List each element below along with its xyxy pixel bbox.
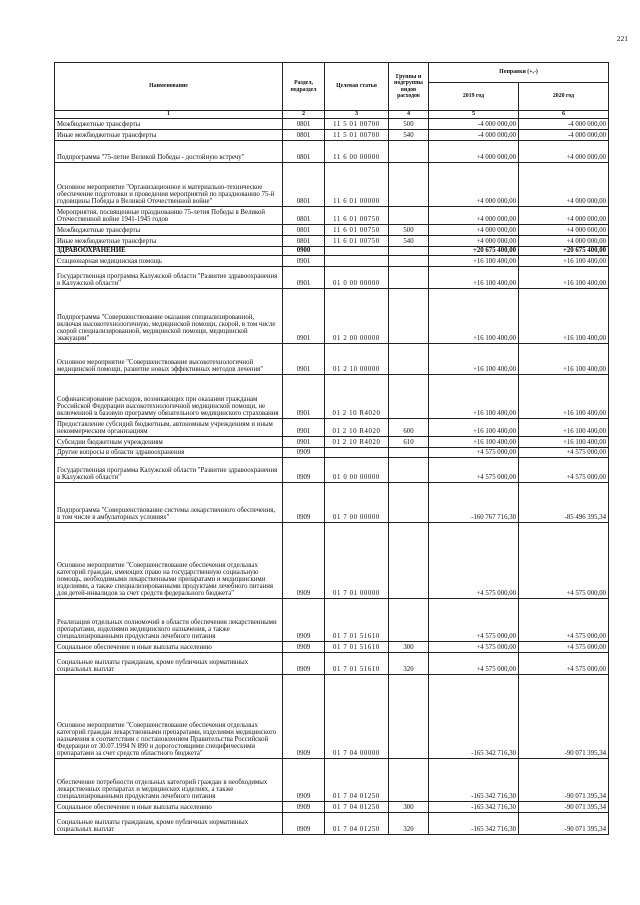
row-amount-2019: -165 342 716,30 (429, 801, 519, 812)
row-article: 01 7 04 01250 (325, 758, 389, 801)
row-amount-2020: -90 071 395,34 (519, 758, 609, 801)
row-article: 01 0 00 00000 (325, 457, 389, 482)
row-amount-2019: +16 100 400,00 (429, 374, 519, 418)
row-amount-2020: +4 575 000,00 (519, 598, 609, 641)
row-article: 01 7 01 51610 (325, 641, 389, 652)
budget-amendments-table (54, 62, 609, 835)
row-article (325, 255, 389, 266)
row-name: Софинансирование расходов, возникающих при оказании гражданам Российской Федерации высокотехнологичной медицинской помощи, не включенной в базовую программу обязательного медицинского страхования (55, 374, 283, 418)
row-amount-2020: +4 000 000,00 (519, 206, 609, 224)
row-amount-2019: +4 575 000,00 (429, 652, 519, 674)
row-amount-2020: +4 575 000,00 (519, 447, 609, 457)
row-amount-2019: -165 342 716,30 (429, 758, 519, 801)
header-section: Раздел, подраздел (283, 63, 325, 111)
row-group (389, 255, 429, 266)
row-article: 01 7 01 51610 (325, 652, 389, 674)
table-row (55, 266, 609, 288)
row-group (389, 266, 429, 288)
row-amount-2019: +4 575 000,00 (429, 522, 519, 598)
row-group (389, 598, 429, 641)
row-article: 11 6 01 00750 (325, 224, 389, 235)
row-amount-2019: -4 000 000,00 (429, 129, 519, 140)
table-row (55, 758, 609, 801)
table-row (55, 374, 609, 418)
header-year-2019: 2019 год (429, 83, 519, 111)
row-amount-2020: -4 000 000,00 (519, 129, 609, 140)
table-row (55, 641, 609, 652)
row-group (389, 522, 429, 598)
row-group (389, 162, 429, 206)
row-section: 0909 (283, 457, 325, 482)
table-row (55, 235, 609, 246)
row-article: 01 7 04 01250 (325, 801, 389, 812)
row-name: Социальное обеспечение и иные выплаты населению (55, 801, 283, 812)
row-section: 0801 (283, 162, 325, 206)
row-section: 0901 (283, 266, 325, 288)
row-amount-2020: +16 100 400,00 (519, 288, 609, 343)
row-amount-2020: -90 071 395,34 (519, 812, 609, 834)
row-group: 500 (389, 224, 429, 235)
row-amount-2019: -160 767 716,30 (429, 482, 519, 522)
row-group: 320 (389, 812, 429, 834)
table-body (55, 118, 609, 834)
column-number: 3 (325, 111, 389, 119)
row-section: 0901 (283, 288, 325, 343)
header-name: Наименование (55, 63, 283, 111)
row-amount-2019: +16 100 400,00 (429, 288, 519, 343)
header-amendments: Поправки (+,-) (429, 63, 609, 83)
table-row (55, 343, 609, 374)
row-name: Стационарная медицинская помощь (55, 255, 283, 266)
row-amount-2020: +4 575 000,00 (519, 522, 609, 598)
row-name: Реализация отдельных полномочий в области обеспечения лекарственными препаратами, изделиями медицинского назначения, а также специализированными продуктами лечебного питания (55, 598, 283, 641)
table-row (55, 246, 609, 255)
row-amount-2020: -90 071 395,34 (519, 801, 609, 812)
row-amount-2020: +4 575 000,00 (519, 652, 609, 674)
table-row (55, 255, 609, 266)
row-name: Межбюджетные трансферты (55, 224, 283, 235)
row-group: 500 (389, 118, 429, 129)
row-article: 01 2 10 R4020 (325, 436, 389, 447)
table-row (55, 598, 609, 641)
table-row (55, 140, 609, 162)
row-amount-2020: -90 071 395,34 (519, 674, 609, 758)
row-amount-2020: +4 575 000,00 (519, 641, 609, 652)
row-group: 300 (389, 641, 429, 652)
row-article: 01 2 10 R4020 (325, 418, 389, 436)
row-section: 0909 (283, 482, 325, 522)
row-name: ЗДРАВООХРАНЕНИЕ (55, 246, 283, 255)
row-section: 0901 (283, 436, 325, 447)
row-amount-2019: -165 342 716,30 (429, 812, 519, 834)
row-name: Основное мероприятие "Совершенствование обеспечения отдельных категорий граждан лекарственными препаратами, изделиями медицинского назначения в соответствии с постановлением Правительства Российской Федерации от 30.07.1994 N 890 и дорогостоящими специфическими препаратами за счет средств областного бюджета" (55, 674, 283, 758)
row-name: Государственная программа Калужской области "Развитие здравоохранения в Калужской области" (55, 266, 283, 288)
row-group: 610 (389, 436, 429, 447)
row-group: 300 (389, 801, 429, 812)
row-amount-2019: +4 000 000,00 (429, 162, 519, 206)
table-row (55, 674, 609, 758)
row-group (389, 758, 429, 801)
row-article: 11 5 01 00700 (325, 129, 389, 140)
row-article: 11 6 00 00000 (325, 140, 389, 162)
row-article: 01 2 10 R4020 (325, 374, 389, 418)
column-number: 1 (55, 111, 283, 119)
row-article: 01 7 01 00000 (325, 522, 389, 598)
row-group (389, 343, 429, 374)
row-group (389, 206, 429, 224)
row-name: Социальное обеспечение и иные выплаты населению (55, 641, 283, 652)
table-row (55, 288, 609, 343)
row-amount-2020: +4 575 000,00 (519, 457, 609, 482)
row-amount-2019: +4 000 000,00 (429, 224, 519, 235)
row-section: 0909 (283, 801, 325, 812)
table-row (55, 206, 609, 224)
row-amount-2019: +4 575 000,00 (429, 641, 519, 652)
row-group (389, 288, 429, 343)
row-article: 01 7 01 51610 (325, 598, 389, 641)
table-row (55, 118, 609, 129)
row-name: Социальные выплаты гражданам, кроме публичных нормативных социальных выплат (55, 652, 283, 674)
row-section: 0900 (283, 246, 325, 255)
row-group (389, 674, 429, 758)
row-article (325, 246, 389, 255)
row-section: 0801 (283, 129, 325, 140)
row-article: 01 7 04 00000 (325, 674, 389, 758)
row-section: 0801 (283, 235, 325, 246)
table-row (55, 652, 609, 674)
column-number: 2 (283, 111, 325, 119)
header-group: Группы и подгруппы видов расходов (389, 63, 429, 111)
row-section: 0909 (283, 652, 325, 674)
row-section: 0801 (283, 206, 325, 224)
row-article (325, 447, 389, 457)
row-section: 0909 (283, 522, 325, 598)
row-name: Межбюджетные трансферты (55, 118, 283, 129)
row-amount-2020: -4 000 000,00 (519, 118, 609, 129)
table-row (55, 129, 609, 140)
row-name: Иные межбюджетные трансферты (55, 129, 283, 140)
table-row (55, 522, 609, 598)
table-row (55, 482, 609, 522)
table-row (55, 224, 609, 235)
row-article: 11 6 01 00750 (325, 206, 389, 224)
row-amount-2020: +4 000 000,00 (519, 162, 609, 206)
row-name: Обеспечение потребности отдельных категорий граждан в необходимых лекарственных препаратах и медицинских изделиях, а также специализированными продуктами лечебного питания (55, 758, 283, 801)
row-article: 01 7 00 00000 (325, 482, 389, 522)
row-amount-2019: +4 000 000,00 (429, 206, 519, 224)
row-amount-2019: +16 100 400,00 (429, 266, 519, 288)
row-article: 01 0 00 00000 (325, 266, 389, 288)
row-name: Мероприятия, посвященные празднованию 75-летия Победы в Великой Отечественной войне 1941-1945 годов (55, 206, 283, 224)
row-section: 0901 (283, 374, 325, 418)
header-article: Целевая статья (325, 63, 389, 111)
row-group: 600 (389, 418, 429, 436)
row-section: 0909 (283, 758, 325, 801)
column-numbers-row (55, 111, 609, 119)
row-amount-2019: +4 575 000,00 (429, 598, 519, 641)
row-section: 0801 (283, 140, 325, 162)
row-amount-2020: +16 100 400,00 (519, 255, 609, 266)
row-group (389, 374, 429, 418)
row-group (389, 482, 429, 522)
row-amount-2019: +4 575 000,00 (429, 457, 519, 482)
row-name: Иные межбюджетные трансферты (55, 235, 283, 246)
table-row (55, 801, 609, 812)
header-year-2020: 2020 год (519, 83, 609, 111)
row-article: 01 2 00 00000 (325, 288, 389, 343)
row-amount-2020: +16 100 400,00 (519, 374, 609, 418)
row-amount-2019: +16 100 400,00 (429, 418, 519, 436)
row-amount-2020: +4 000 000,00 (519, 224, 609, 235)
row-amount-2020: +16 100 400,00 (519, 266, 609, 288)
row-group: 320 (389, 652, 429, 674)
row-name: Подпрограмма "Совершенствование оказания специализированной, включая высокотехнологичную, медицинской помощи, скорой, в том числе скорой специализированной, медицинской помощи, медицинской эвакуации" (55, 288, 283, 343)
row-amount-2019: +16 100 400,00 (429, 255, 519, 266)
page-number: 221 (616, 34, 628, 43)
row-amount-2020: +4 000 000,00 (519, 235, 609, 246)
table-row (55, 457, 609, 482)
row-name: Основное мероприятие "Совершенствование обеспечения отдельных категорий граждан, имеющих право на государственную социальную помощь, необходимыми лекарственными препаратами и медицинскими изделиями, а также специализированными продуктами лечебного питания для детей-инвалидов за счет средств федерального бюджета" (55, 522, 283, 598)
row-group (389, 246, 429, 255)
row-name: Другие вопросы в области здравоохранения (55, 447, 283, 457)
row-name: Подпрограмма "75-летие Великой Победы - достойную встречу" (55, 140, 283, 162)
row-amount-2019: -4 000 000,00 (429, 118, 519, 129)
row-article: 11 5 01 00700 (325, 118, 389, 129)
table-row (55, 418, 609, 436)
row-group (389, 457, 429, 482)
row-section: 0909 (283, 641, 325, 652)
row-group (389, 447, 429, 457)
row-name: Субсидии бюджетным учреждениям (55, 436, 283, 447)
row-section: 0909 (283, 812, 325, 834)
table-row (55, 162, 609, 206)
row-amount-2019: +4 000 000,00 (429, 140, 519, 162)
row-section: 0801 (283, 224, 325, 235)
row-amount-2019: +4 575 000,00 (429, 447, 519, 457)
row-section: 0801 (283, 118, 325, 129)
row-article: 01 7 04 01250 (325, 812, 389, 834)
row-group (389, 140, 429, 162)
row-amount-2019: +20 675 400,00 (429, 246, 519, 255)
row-section: 0901 (283, 343, 325, 374)
row-amount-2020: -85 496 395,34 (519, 482, 609, 522)
row-amount-2019: +16 100 400,00 (429, 343, 519, 374)
row-name: Государственная программа Калужской области "Развитие здравоохранения в Калужской области" (55, 457, 283, 482)
row-name: Основное мероприятие "Совершенствование высокотехнологичной медицинской помощи, развитие новых эффективных методов лечения" (55, 343, 283, 374)
table-row (55, 436, 609, 447)
row-group: 540 (389, 129, 429, 140)
row-amount-2019: +4 000 000,00 (429, 235, 519, 246)
row-section: 0901 (283, 418, 325, 436)
row-section: 0909 (283, 598, 325, 641)
row-amount-2020: +16 100 400,00 (519, 418, 609, 436)
row-article: 11 6 01 00750 (325, 235, 389, 246)
row-name: Социальные выплаты гражданам, кроме публичных нормативных социальных выплат (55, 812, 283, 834)
table-row (55, 812, 609, 834)
row-amount-2020: +4 000 000,00 (519, 140, 609, 162)
row-section: 0901 (283, 255, 325, 266)
row-article: 11 6 01 00000 (325, 162, 389, 206)
row-amount-2020: +20 675 400,00 (519, 246, 609, 255)
row-name: Предоставление субсидий бюджетным, автономным учреждениям и иным некоммерческим организациям (55, 418, 283, 436)
row-amount-2019: -165 342 716,30 (429, 674, 519, 758)
column-number: 4 (389, 111, 429, 119)
row-amount-2020: +16 100 400,00 (519, 343, 609, 374)
row-amount-2020: +16 100 400,00 (519, 436, 609, 447)
row-amount-2019: +16 100 400,00 (429, 436, 519, 447)
row-group: 540 (389, 235, 429, 246)
column-number: 5 (429, 111, 519, 119)
table-row (55, 447, 609, 457)
row-name: Подпрограмма "Совершенствование системы лекарственного обеспечения, в том числе в амбулаторных условиях" (55, 482, 283, 522)
row-name: Основное мероприятие "Организационное и материально-техническое обеспечение подготовки и проведения мероприятий по празднованию 75-й годовщины Победы в Великой Отечественной войне" (55, 162, 283, 206)
column-number: 6 (519, 111, 609, 119)
row-section: 0909 (283, 447, 325, 457)
row-section: 0909 (283, 674, 325, 758)
row-article: 01 2 10 00000 (325, 343, 389, 374)
